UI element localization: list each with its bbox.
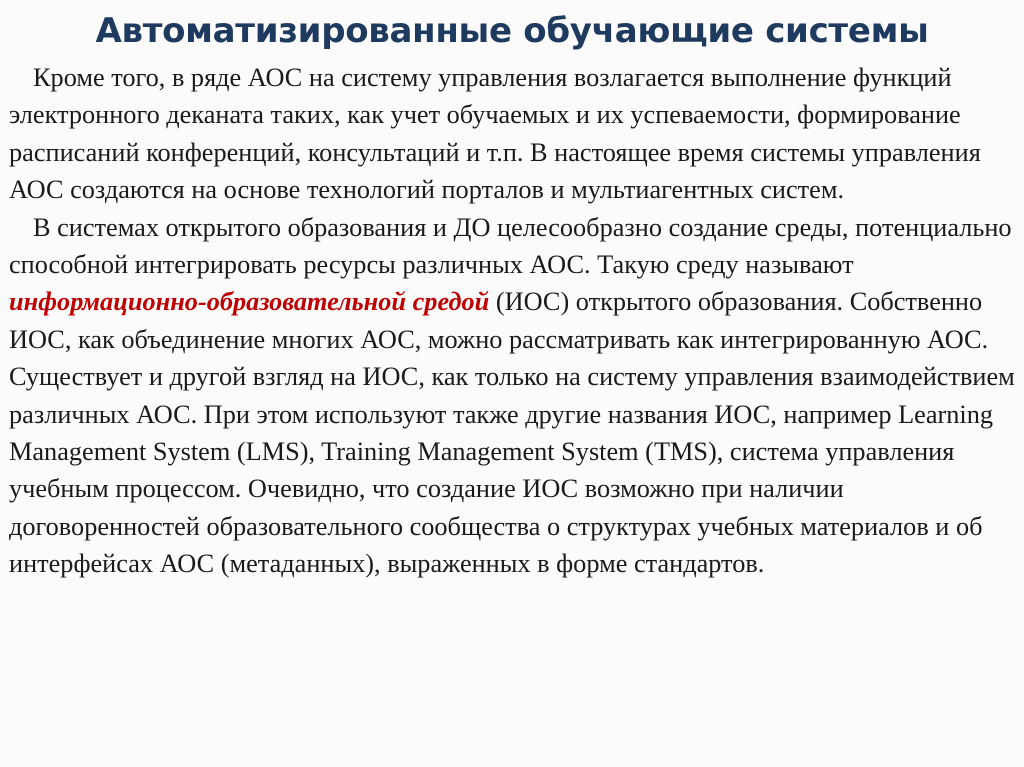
slide-title: Автоматизированные обучающие системы [95,11,929,51]
highlighted-term: информационно-образовательной средой [9,287,490,317]
paragraph-1: Кроме того, в ряде АОС на систему управления возлагается выполнение функций электронного деканата таких, как учет обучаемых и их успеваемости, формирование расписаний конференций, консультаций и т.п. В настоящее время системы управления АОС создаются на основе технологий порталов и мультиагентных систем. [9,63,981,205]
paragraph-2-intro: В системах открытого образования и ДО целесообразно создание среды, потенциально способной интегрировать ресурсы различных АОС. Такую среду называют [9,212,1012,280]
slide-body [9,59,1015,583]
paragraph-2-rest: (ИОС) открытого образования. Собственно ИОС, как объединение многих АОС, можно рассматривать как интегрированную АОС. Существует и другой взгляд на ИОС, как только на систему управления взаимодействием различных АОС. При этом используют также другие названия ИОС, например Learning Management System (LMS), Training Management System (TMS), система управления учебным процессом. Очевидно, что создание ИОС возможно при наличии договоренностей образовательного сообщества о структурах учебных материалов и об интерфейсах АОС (метаданных), выраженных в форме стандартов. [9,287,1015,579]
paragraph-2 [9,209,1015,583]
